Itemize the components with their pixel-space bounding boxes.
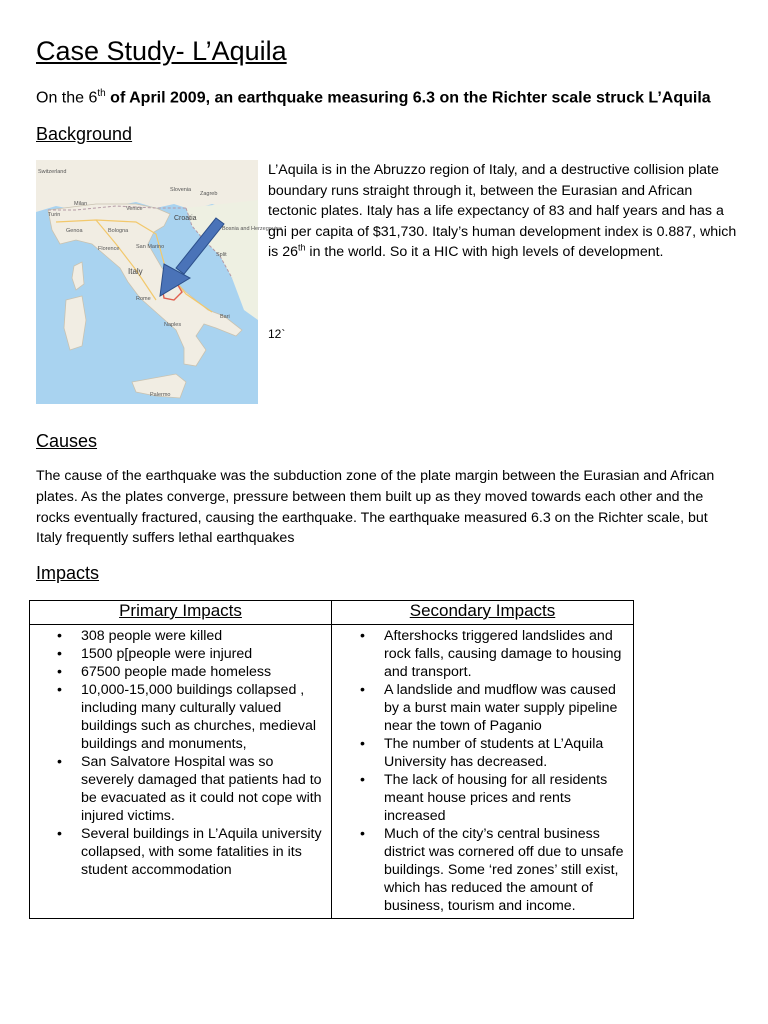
map-label: Slovenia <box>170 187 192 193</box>
intro-line <box>36 88 711 107</box>
background-text-part1: L’Aquila is in the Abruzzo region of Italy, and a destructive collision plate boundary runs straight through it, between the Eurasian and African tectonic plates. Italy has a life expectancy of 83 and half years and has a gni per capita of $31,730. Italy’s human development index is 0.887, which is 26 <box>268 162 737 261</box>
map-label: Naples <box>164 322 182 328</box>
map-label: Bari <box>220 314 230 320</box>
list-item: • The number of students at L’Aquila University has decreased. <box>384 735 629 771</box>
map-label: Venice <box>126 206 143 212</box>
map-label: San Marino <box>136 244 165 250</box>
intro-prefix: On the 6 <box>36 89 98 107</box>
primary-impacts-header: Primary Impacts <box>30 601 332 625</box>
list-item: • 1500 p[people were injured <box>81 645 327 663</box>
map-label: Genoa <box>66 228 83 234</box>
map-label: Switzerland <box>38 169 67 175</box>
map-label: Palermo <box>150 392 171 398</box>
map-label: Zagreb <box>200 191 218 197</box>
map-label: Croatia <box>174 215 197 222</box>
map-label: Rome <box>136 296 151 302</box>
background-text-superscript: th <box>297 242 306 253</box>
list-item: • Several buildings in L’Aquila university collapsed, with some fatalities in its student accommodation <box>81 825 327 879</box>
stray-note: 12` <box>268 327 286 341</box>
impacts-heading: Impacts <box>36 563 100 583</box>
list-item: • San Salvatore Hospital was so severely damaged that patients had to be evacuated as it could not cope with injured victims. <box>81 753 327 825</box>
causes-heading: Causes <box>36 431 98 451</box>
primary-impacts-cell <box>30 625 332 919</box>
list-item: • 67500 people made homeless <box>81 663 327 681</box>
map-label: Turin <box>48 212 61 218</box>
map-label: Florence <box>98 246 120 252</box>
list-item: • A landslide and mudflow was caused by a burst main water supply pipeline near the town of Paganio <box>384 681 629 735</box>
list-item: • 308 people were killed <box>81 627 327 645</box>
map-label: Split <box>216 252 227 258</box>
secondary-impacts-header: Secondary Impacts <box>332 601 634 625</box>
secondary-impacts-list <box>336 627 629 915</box>
secondary-impacts-cell <box>332 625 634 919</box>
impacts-table <box>29 600 634 919</box>
map-label: Bosnia and Herzegovina <box>222 226 282 232</box>
background-heading: Background <box>36 124 133 144</box>
intro-rest: of April 2009, an earthquake measuring 6.3 on the Richter scale struck L’Aquila <box>105 89 711 107</box>
map-label: Milan <box>74 201 88 207</box>
list-item: • The lack of housing for all residents meant house prices and rents increased <box>384 771 629 825</box>
intro-superscript: th <box>97 88 106 99</box>
page-title: Case Study- L’Aquila <box>36 36 287 66</box>
background-text <box>268 160 738 263</box>
list-item: • Much of the city’s central business district was cornered off due to unsafe buildings. Some ‘red zones’ still exist, which has reduced the amount of business, tourism and income. <box>384 825 629 915</box>
background-text-part2: in the world. So it a HIC with high levels of development. <box>305 244 664 261</box>
list-item: • 10,000-15,000 buildings collapsed , including many culturally valued buildings such as churches, medieval buildings and monuments, <box>81 681 327 753</box>
map-label: Bologna <box>108 228 129 234</box>
causes-text: The cause of the earthquake was the subduction zone of the plate margin between the Eurasian and African plates. As the plates converge, pressure between them built up as they moved towards each other and the rocks eventually fractured, causing the earthquake. The earthquake measured 6.3 on the Richter scale, but Italy frequently suffers lethal earthquakes <box>36 468 715 547</box>
primary-impacts-list <box>34 627 327 879</box>
list-item: • Aftershocks triggered landslides and rock falls, causing damage to housing and transport. <box>384 627 629 681</box>
map-label: Italy <box>128 267 143 276</box>
